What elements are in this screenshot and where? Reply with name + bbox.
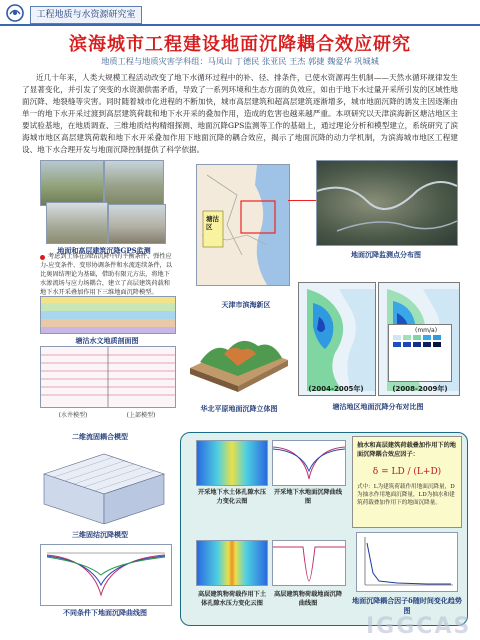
model-2d-caption: 二维流固耦合模型 bbox=[72, 432, 128, 441]
model-3d-caption: 三维固结沉降模型 bbox=[72, 530, 128, 539]
legend-swatch bbox=[413, 342, 421, 347]
subsidence-caption: 塘沽地区地面沉降分布对比图 bbox=[332, 402, 424, 411]
model-description: 考虑到土体在固结沉降中的平衡条件、弹性应力-应变条件、变形协调条件和水流连续条件，以比奥固结理论为基础，借助有限元方法，将地下水渗流场与应力场耦合，建立了高层建筑荷载和地下水开采叠加作用下三维地面沉降模型。 bbox=[40, 253, 173, 296]
photo-gps-survey-4 bbox=[108, 204, 166, 244]
header-divider bbox=[0, 24, 480, 26]
tianjin-label: 天津市滨海新区 bbox=[221, 300, 271, 309]
pressure-cloud-building bbox=[196, 540, 268, 586]
legend-swatch bbox=[423, 342, 431, 347]
legend-unit: (mm/a) bbox=[415, 327, 438, 334]
lab-name-box bbox=[30, 6, 142, 24]
strata-right-label: (上部模型) bbox=[126, 412, 156, 419]
legend-swatch bbox=[403, 342, 411, 347]
model-2d-figure bbox=[34, 444, 174, 524]
abstract-paragraph: 近几十年来，人类大规模工程活动改变了地下水循环过程中的补、径、排条件，已使水资源再生机制——天然水循环规律发生了显著变化，并引发了突变的水资源供需矛盾，导致了一系列环境和生态方面的负效应，如由于地下水过量开采所引发的区域性地面沉降、地裂缝等灾害。同时随着城市化进程的不断加快，城市高层建筑和超高层建筑逐渐增多，城市地面沉降的诱发主因逐渐由单一的地下水开采过渡到高层建筑荷载和地下水开采的叠加作用，造成的危害也越来越严重。本项研究以天津滨海新区塘沽地区主要试验基地，在地质调查、三维地质结构精细探测、地面沉降GPS监测等工作的基础上，通过理论分析和模型建立，系统研究了滨海城市地区高层建筑荷载和地下水开采叠加作用下地面沉降的耦合效应，揭示了地面沉降的动力学机制，为滨海城市地区工程建设、地下水合理开发与地面沉降控制提供了科学依据。 bbox=[22, 73, 458, 154]
panel-label-pressure-building: 高层建筑物荷载作用下土体孔隙水压力变化云图 bbox=[197, 591, 267, 607]
institute-logo-icon bbox=[6, 4, 24, 22]
legend-swatch bbox=[433, 342, 441, 347]
curves-chart bbox=[40, 544, 172, 606]
curves-caption: 不同条件下地面沉降曲线图 bbox=[63, 608, 147, 617]
formula: δ = LD / (L+D) bbox=[372, 467, 442, 477]
terrain-caption: 华北平原地面沉降立体图 bbox=[200, 404, 278, 413]
strata-grid-chart bbox=[40, 346, 176, 408]
legend-swatches bbox=[393, 335, 447, 379]
subsidence-curve-pumping bbox=[272, 440, 346, 486]
strata-caption: 塘沽水文地质剖面图 bbox=[75, 336, 139, 345]
terrain-3d-figure bbox=[184, 310, 294, 392]
map-label-tanggu: 塘沽区 bbox=[206, 215, 219, 231]
satellite-image bbox=[316, 160, 458, 246]
panel-label-curve-pumping: 开采地下水地面沉降曲线图 bbox=[273, 489, 343, 505]
panel-label-pressure-pumping: 开采地下水土体孔隙水压力变化云图 bbox=[197, 489, 267, 505]
year-label-left: (2004-2005年) bbox=[308, 385, 364, 393]
strata-section-chart bbox=[40, 296, 176, 334]
formula-title: 抽水和高层建筑荷载叠加作用下的地面沉降耦合效应因子： bbox=[357, 442, 456, 458]
photo-gps-survey-3 bbox=[46, 202, 108, 244]
pressure-cloud-pumping bbox=[196, 440, 268, 486]
location-map bbox=[196, 164, 290, 286]
factor-caption: 地面沉降耦合因子δ随时间变化趋势图 bbox=[352, 596, 462, 615]
legend-swatch bbox=[403, 335, 411, 340]
legend-swatch bbox=[393, 335, 401, 340]
panel-label-curve-building: 高层建筑物荷载地面沉降曲线图 bbox=[273, 591, 343, 607]
legend-swatch bbox=[433, 335, 441, 340]
satellite-caption: 地面沉降监测点分布图 bbox=[351, 250, 421, 259]
factor-trend-chart bbox=[356, 532, 458, 592]
lab-name: 工程地质与水资源研究室 bbox=[36, 10, 136, 20]
subsidence-legend bbox=[388, 324, 452, 382]
formula-box bbox=[352, 436, 462, 528]
page-title: 滨海城市工程建设地面沉降耦合效应研究 bbox=[69, 34, 411, 55]
year-label-right: (2008-2009年) bbox=[392, 385, 448, 393]
legend-swatch bbox=[413, 335, 421, 340]
legend-swatch bbox=[393, 342, 401, 347]
subsidence-curve-building bbox=[272, 540, 346, 586]
subsidence-map-2004 bbox=[298, 282, 376, 396]
authors-line: 地质工程与地质灾害学科组：马凤山 丁德民 张亚民 王杰 郭捷 魏爱华 巩城城 bbox=[101, 56, 379, 66]
formula-note: 式中：L为建筑荷载作用地面沉降量，D为抽水作用地面沉降量，LD为抽水和建筑荷载叠加作用下的地面沉降量。 bbox=[357, 484, 455, 506]
photo-gps-survey-1 bbox=[40, 160, 104, 206]
photo-gps-survey-2 bbox=[104, 160, 164, 206]
photos-caption: 地面和高层建筑沉降GPS监测 bbox=[57, 246, 151, 255]
strata-left-label: (水井模型) bbox=[58, 412, 88, 419]
legend-swatch bbox=[423, 335, 431, 340]
watermark-logo: IGGCAS bbox=[366, 614, 472, 639]
map-callout-line bbox=[288, 200, 316, 201]
